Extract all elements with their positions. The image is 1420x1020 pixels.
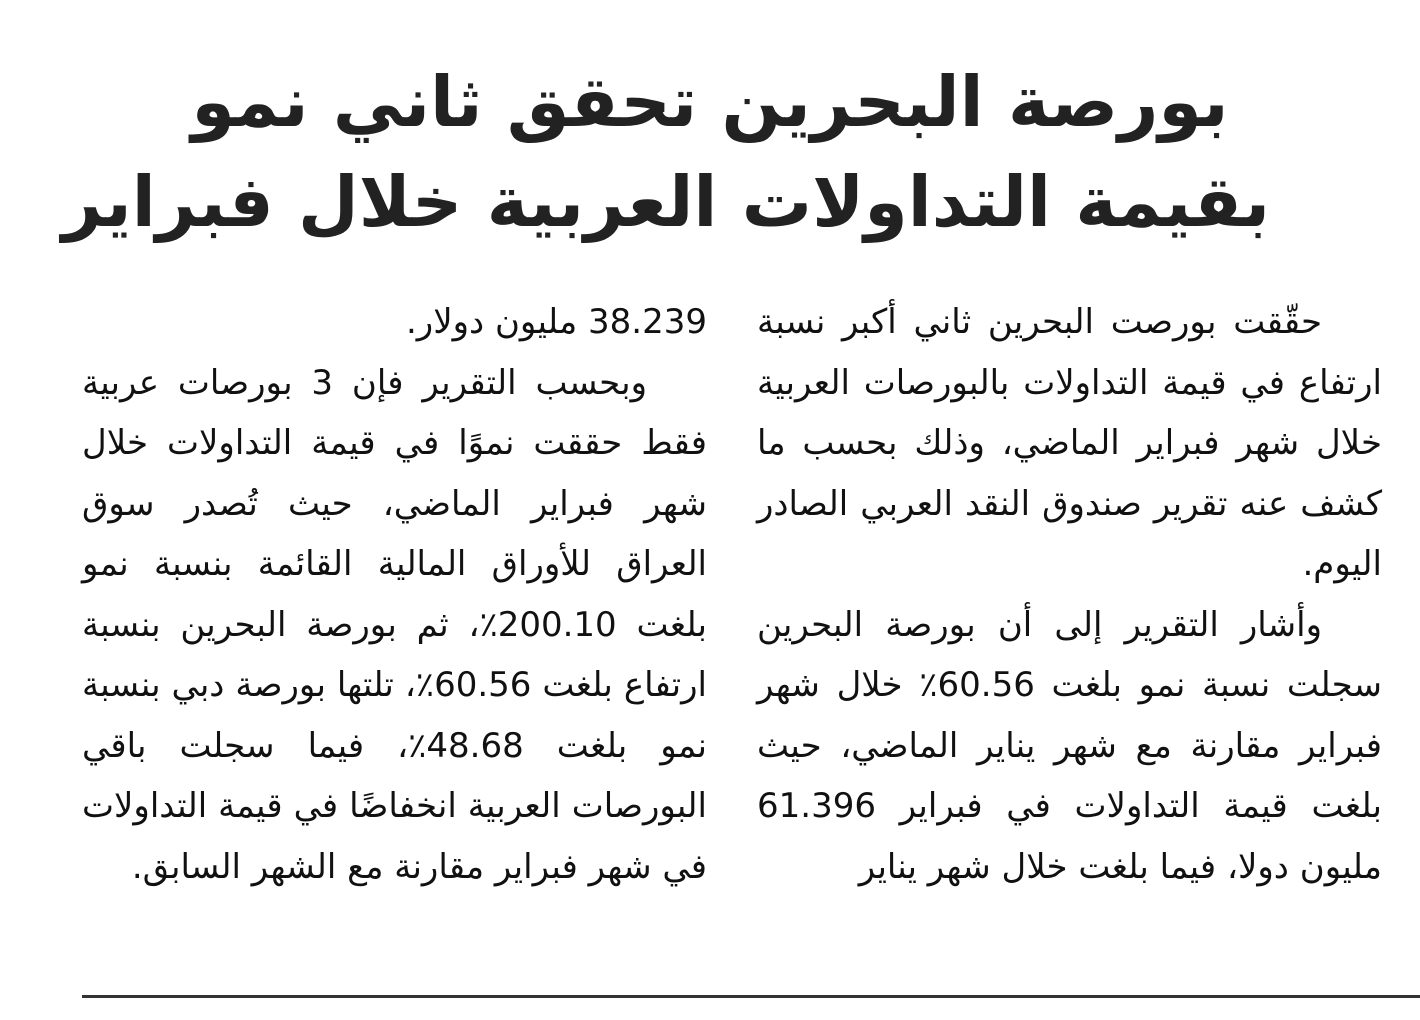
paragraph: وبحسب التقرير فإن 3 بورصات عربية فقط حققت نموًا في قيمة التداولات خلال شهر فبراير الماضي، حيث تُصدر سوق العراق للأوراق المالية القائمة بنسبة نمو بلغت 200.10٪، ثم بورصة البحرين بنسبة ارتفاع بلغت 60.56٪، تلتها بورصة دبي بنسبة نمو بلغت 48.68٪، فيما سجلت باقي البورصات العربية انخفاضًا في قيمة التداولات في شهر فبراير مقارنة مع الشهر السابق. [82, 362, 707, 887]
headline [61, 52, 1270, 252]
paragraph: وأشار التقرير إلى أن بورصة البحرين سجلت نسبة نمو بلغت 60.56٪ خلال شهر فبراير مقارنة مع شهر يناير الماضي، حيث بلغت قيمة التداولات في فبراير 61.396 مليون دولا، فيما بلغت خلال شهر يناير [757, 604, 1382, 887]
headline-line-2: بقيمة التداولات العربية خلال فبراير [61, 161, 1270, 243]
paragraph: حقّقت بورصت البحرين ثاني أكبر نسبة ارتفاع في قيمة التداولات بالبورصات العربية خلال شهر فبراير الماضي، وذلك بحسب ما كشف عنه تقرير صندوق النقد العربي الصادر اليوم. [757, 302, 1382, 584]
headline-line-1: بورصة البحرين تحقق ثاني نمو [191, 61, 1229, 143]
left-column [82, 292, 707, 897]
paragraph: 38.239 مليون دولار. [405, 302, 707, 342]
bottom-divider [82, 995, 1420, 998]
right-column [757, 292, 1382, 897]
